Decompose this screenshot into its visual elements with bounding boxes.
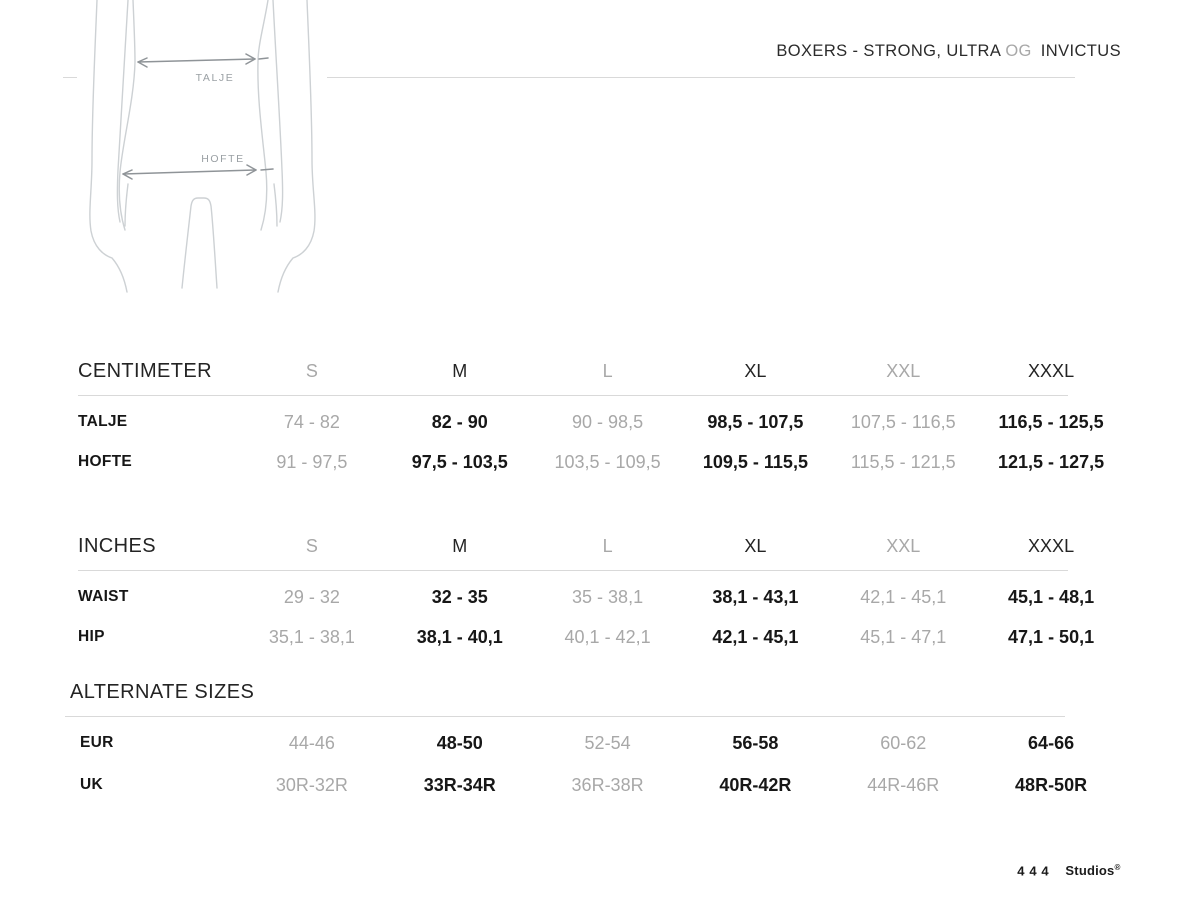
table-cell: 52-54	[584, 732, 631, 753]
table-cell: 33R-34R	[423, 774, 496, 795]
section-title-centimeter: CENTIMETER	[78, 360, 212, 382]
table-cell: 42,1 - 45,1	[860, 586, 947, 607]
table-cell: 47,1 - 50,1	[1008, 626, 1095, 647]
hip-arrow	[123, 165, 273, 179]
column-header-xxl: XXL	[886, 361, 921, 381]
brand-name: Studios	[1065, 863, 1115, 879]
column-header-xl: XL	[744, 536, 767, 556]
section-title-alternate-sizes: ALTERNATE SIZES	[70, 681, 255, 703]
registered-mark: ®	[1114, 863, 1121, 872]
brand-footer	[1017, 863, 1121, 878]
table-row-talje	[78, 402, 1125, 442]
table-cell: 64-66	[1028, 732, 1075, 753]
table-cell: 60-62	[880, 732, 927, 753]
table-cell: 40R-42R	[719, 774, 792, 795]
table-cell: 45,1 - 47,1	[860, 626, 947, 647]
row-label: EUR	[80, 734, 114, 751]
table-row-eur	[65, 722, 1125, 764]
table-cell: 40,1 - 42,1	[564, 626, 651, 647]
table-cell: 45,1 - 48,1	[1008, 586, 1095, 607]
alternate-sizes-table	[65, 681, 1125, 806]
page-title-main: BOXERS - STRONG, ULTRA	[776, 42, 1001, 60]
body-outline	[90, 0, 315, 292]
brand-numbers: 4 4 4	[1017, 863, 1050, 879]
table-cell: 35 - 38,1	[572, 586, 644, 607]
table-cell: 36R-38R	[571, 774, 644, 795]
column-header-xxxl: XXXL	[1028, 536, 1075, 556]
column-header-s: S	[305, 361, 318, 381]
table-cell: 48-50	[436, 732, 483, 753]
inches-table	[78, 535, 1125, 657]
waist-arrow	[138, 54, 268, 67]
centimeter-table-header	[78, 360, 1125, 395]
table-row-uk	[65, 764, 1125, 806]
table-cell: 44R-46R	[867, 774, 940, 795]
column-header-l: L	[602, 536, 613, 556]
torso-illustration	[77, 0, 327, 308]
body-measurement-figure	[77, 0, 327, 308]
table-cell: 38,1 - 40,1	[416, 626, 503, 647]
hip-label: HOFTE	[201, 153, 245, 165]
table-cell: 91 - 97,5	[276, 451, 348, 472]
table-cell: 42,1 - 45,1	[712, 626, 799, 647]
table-cell: 121,5 - 127,5	[998, 451, 1105, 472]
table-cell: 29 - 32	[283, 586, 340, 607]
table-cell: 116,5 - 125,5	[998, 411, 1104, 432]
table-cell: 97,5 - 103,5	[411, 451, 508, 472]
table-cell: 109,5 - 115,5	[702, 451, 808, 472]
column-header-xl: XL	[744, 361, 767, 381]
table-cell: 38,1 - 43,1	[712, 586, 799, 607]
inches-table-header	[78, 535, 1125, 570]
column-header-xxl: XXL	[886, 536, 921, 556]
row-label: HIP	[78, 628, 105, 645]
page-title-og: OG	[1005, 42, 1032, 60]
column-header-xxxl: XXXL	[1028, 361, 1075, 381]
column-header-m: M	[452, 536, 468, 556]
page-title-suffix: INVICTUS	[1040, 42, 1121, 60]
row-label: UK	[80, 776, 103, 793]
section-title-inches: INCHES	[78, 535, 156, 557]
row-label: WAIST	[78, 588, 129, 605]
table-row-hofte	[78, 442, 1125, 482]
table-cell: 115,5 - 121,5	[850, 451, 956, 472]
column-header-s: S	[305, 536, 318, 556]
table-row-waist	[78, 577, 1125, 617]
row-label: TALJE	[78, 413, 128, 430]
table-row-hip	[78, 617, 1125, 657]
table-cell: 30R-32R	[275, 774, 348, 795]
table-cell: 35,1 - 38,1	[268, 626, 355, 647]
table-cell: 56-58	[732, 732, 779, 753]
column-header-m: M	[452, 361, 468, 381]
table-cell: 32 - 35	[431, 586, 488, 607]
centimeter-table	[78, 360, 1125, 482]
table-cell: 74 - 82	[283, 411, 340, 432]
table-cell: 90 - 98,5	[572, 411, 644, 432]
table-cell: 98,5 - 107,5	[707, 411, 804, 432]
table-cell: 103,5 - 109,5	[554, 451, 661, 472]
table-cell: 44-46	[288, 732, 335, 753]
row-label: HOFTE	[78, 453, 133, 470]
column-header-l: L	[602, 361, 613, 381]
waist-label: TALJE	[195, 72, 235, 84]
page-title	[776, 42, 1121, 61]
table-cell: 82 - 90	[431, 411, 488, 432]
table-cell: 107,5 - 116,5	[850, 411, 956, 432]
table-cell: 48R-50R	[1015, 774, 1088, 795]
